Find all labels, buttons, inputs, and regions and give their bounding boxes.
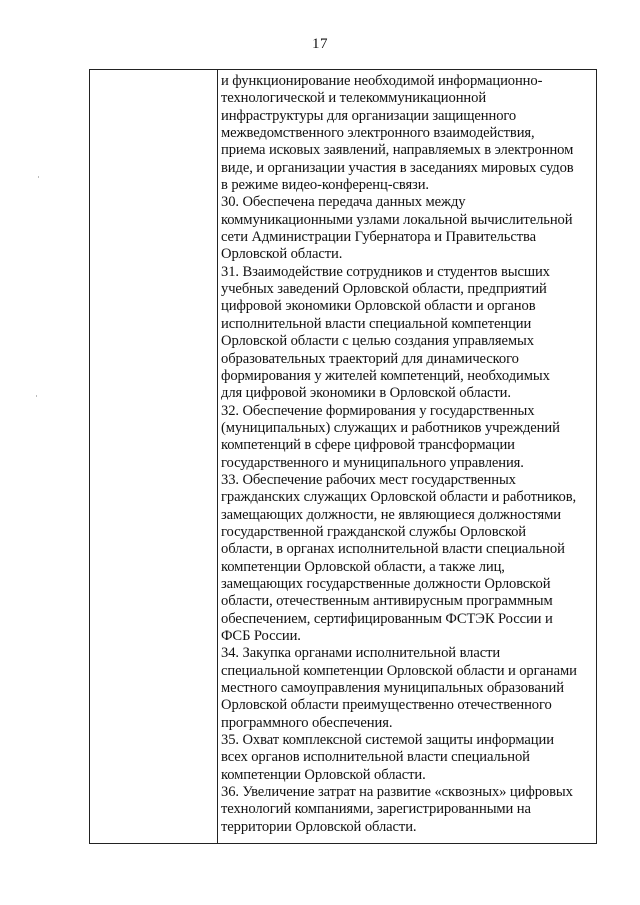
text-line: компетенций в сфере цифровой трансформации (221, 437, 515, 454)
item-36-line: 36. Увеличение затрат на развитие «сквозных» цифровых (221, 784, 573, 801)
text-line: в режиме видео-конференц-связи. (221, 177, 429, 194)
text-line: области, отечественным антивирусным программным (221, 593, 553, 610)
item-32-line: 32. Обеспечение формирования у государственных (221, 402, 535, 419)
text-line: компетенции Орловской области, а также лиц, (221, 558, 505, 575)
item-35-line: 35. Охват комплексной системой защиты информации (221, 732, 554, 749)
text-line: Орловской области преимущественно отечественного (221, 697, 552, 714)
text-line: ФСБ России. (221, 628, 301, 644)
column-divider (217, 70, 218, 843)
text-line: компетенции Орловской области. (221, 766, 426, 783)
text-line: замещающих должности, не являющиеся должностями (221, 506, 561, 523)
text-line: (муниципальных) служащих и работников учреждений (221, 419, 560, 436)
page-number: 17 (312, 36, 328, 52)
table-right-cell (221, 73, 593, 836)
text-line: виде, и организации участия в заседаниях мировых судов (221, 159, 574, 176)
text-line: государственной гражданской службы Орловской (221, 523, 526, 540)
text-line: инфраструктуры для организации защищенного (221, 107, 517, 124)
text-line: цифровой экономики Орловской области и органов (221, 298, 536, 315)
text-line: технологий компаниями, зарегистрированными на (221, 801, 531, 818)
table-left-cell (90, 70, 217, 843)
item-31-line: 31. Взаимодействие сотрудников и студентов высших (221, 263, 550, 280)
text-line: для цифровой экономики в Орловской области. (221, 385, 511, 402)
text-line: учебных заведений Орловской области, предприятий (221, 281, 547, 298)
text-line: и функционирование необходимой информационно- (221, 73, 543, 89)
item-33-line: 33. Обеспечение рабочих мест государственных (221, 471, 516, 488)
text-line: исполнительной власти специальной компетенции (221, 315, 532, 332)
text-line: области, в органах исполнительной власти специальной (221, 541, 565, 558)
text-line: всех органов исполнительной власти специальной (221, 749, 530, 766)
item-34-line: 34. Закупка органами исполнительной власти (221, 645, 501, 662)
text-line: территории Орловской области. (221, 818, 417, 835)
text-line: программного обеспечения. (221, 714, 393, 731)
text-line: замещающих государственные должности Орловской (221, 575, 551, 592)
item-30-line: 30. Обеспечена передача данных между (221, 194, 466, 211)
text-line: обеспечением, сертифицированным ФСТЭК России и (221, 610, 553, 627)
text-line: Орловской области. (221, 246, 343, 263)
text-line: специальной компетенции Орловской области и органами (221, 662, 577, 679)
text-line: местного самоуправления муниципальных образований (221, 680, 564, 697)
text-line: межведомственного электронного взаимодействия, (221, 125, 535, 142)
text-line: сети Администрации Губернатора и Правительства (221, 229, 536, 246)
text-line: гражданских служащих Орловской области и работников, (221, 489, 577, 506)
text-line: образовательных траекторий для динамического (221, 350, 519, 367)
text-line: коммуникационными узлами локальной вычислительной (221, 211, 573, 228)
text-line: государственного и муниципального управления. (221, 454, 524, 471)
text-line: приема исковых заявлений, направляемых в электронном (221, 142, 574, 159)
text-line: формирования у жителей компетенций, необходимых (221, 367, 550, 384)
scan-artifact-left (38, 176, 39, 178)
text-line: Орловской области с целью создания управляемых (221, 333, 534, 350)
text-line: технологической и телекоммуникационной (221, 90, 487, 107)
document-table (89, 69, 597, 844)
scan-artifact-left-lower (36, 395, 37, 397)
